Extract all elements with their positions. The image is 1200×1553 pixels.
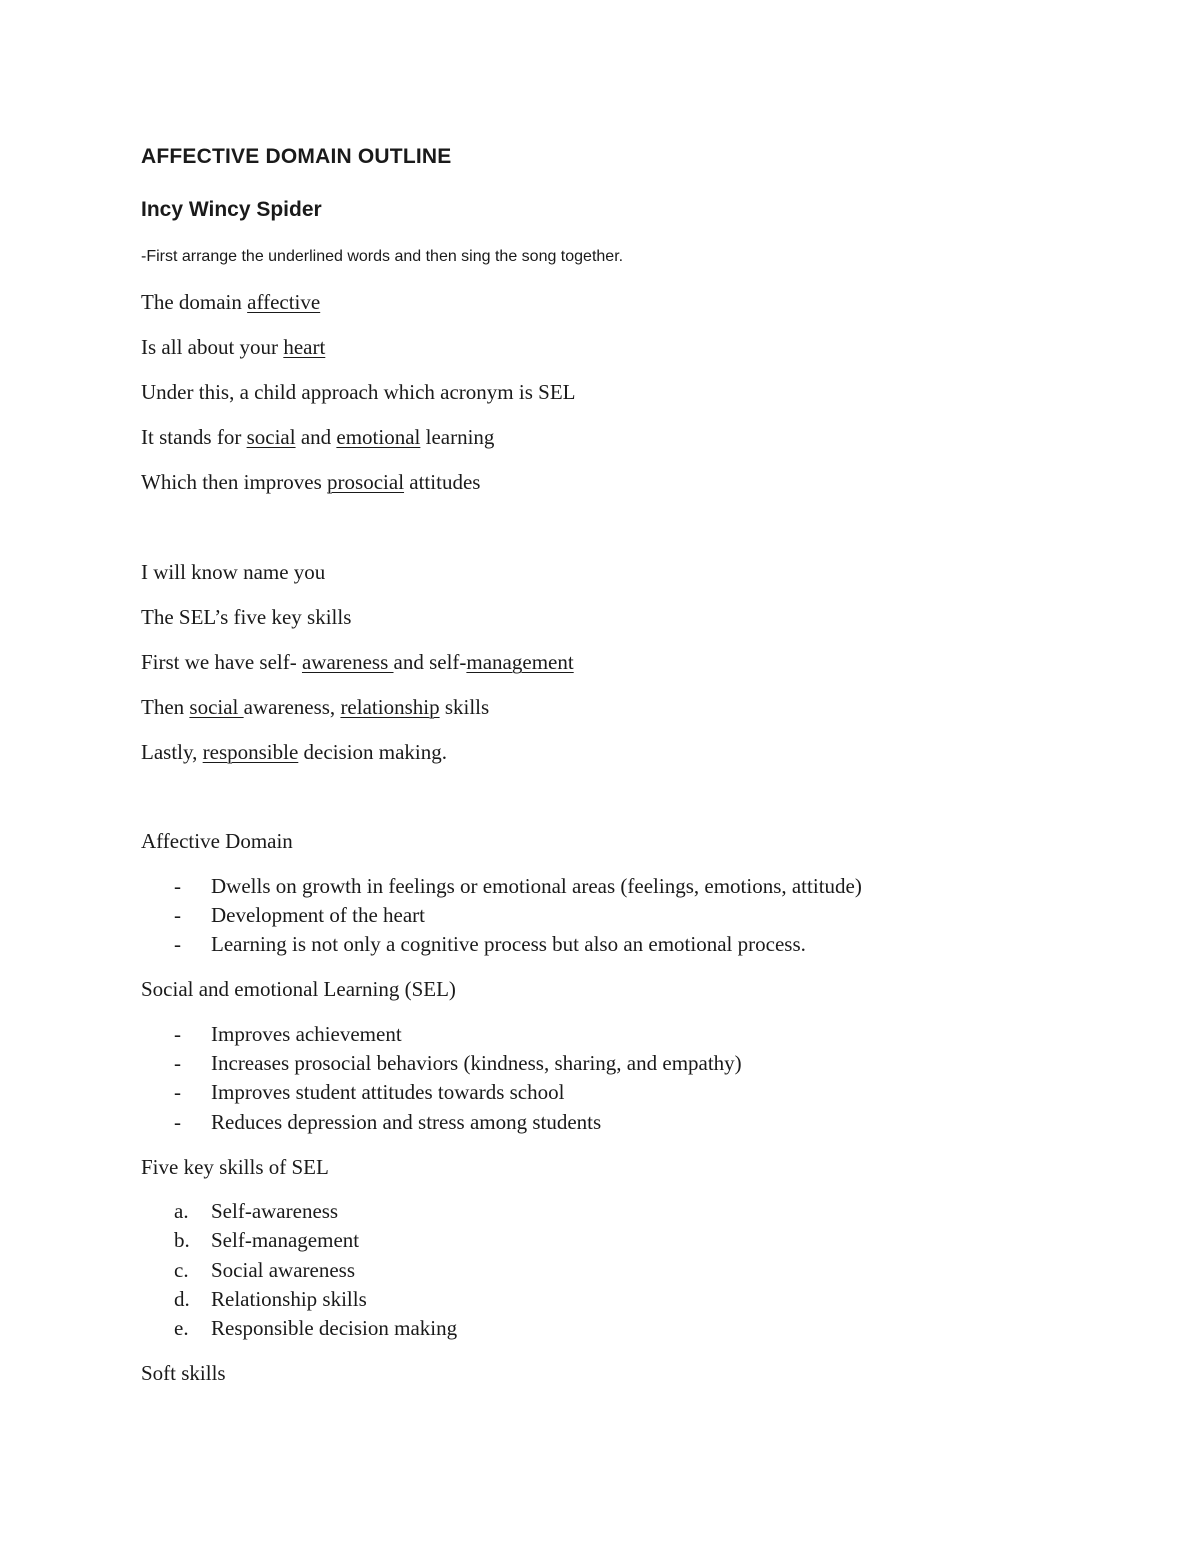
bullet-marker: - (174, 903, 181, 927)
list-item: Development of the heart (211, 903, 425, 927)
lyric-text: Under this, a child approach which acronym is SEL (141, 380, 576, 404)
affective-domain-heading: Affective Domain (141, 829, 293, 853)
lyric-text: First we have self- (141, 650, 302, 674)
underlined-word: emotional (336, 425, 421, 449)
underlined-word: social (189, 695, 244, 719)
lyric-text: It stands for (141, 425, 247, 449)
underlined-word: responsible (202, 740, 299, 764)
soft-skills-heading: Soft skills (141, 1361, 226, 1385)
lyric-text: learning (420, 425, 495, 449)
list-item: Dwells on growth in feelings or emotional areas (feelings, emotions, attitude) (211, 874, 862, 898)
verse-one-line (141, 335, 325, 360)
five-skills-heading: Five key skills of SEL (141, 1155, 329, 1179)
lyric-text: skills (439, 695, 490, 719)
list-item: Reduces depression and stress among students (211, 1110, 602, 1134)
underlined-word: relationship (340, 695, 440, 719)
verse-two-line (141, 695, 489, 720)
underlined-word: prosocial (327, 470, 405, 494)
list-marker: c. (174, 1258, 189, 1282)
bullet-marker: - (174, 1110, 181, 1134)
list-marker: a. (174, 1199, 189, 1223)
verse-one-line (141, 380, 575, 405)
lyric-text: Is all about your (141, 335, 284, 359)
underlined-word: awareness (301, 650, 394, 674)
bullet-marker: - (174, 1051, 181, 1075)
list-item: Self-management (211, 1228, 360, 1252)
underlined-word: heart (283, 335, 326, 359)
list-item: Self-awareness (211, 1199, 339, 1223)
list-item: Increases prosocial behaviors (kindness, sharing, and empathy) (211, 1051, 742, 1075)
lyric-text: I will know name you (141, 560, 326, 584)
list-item: Improves achievement (211, 1022, 402, 1046)
lyric-text: Lastly, (141, 740, 203, 764)
verse-one-line (141, 290, 320, 315)
verse-two-line (141, 560, 325, 585)
list-item: Responsible decision making (211, 1316, 458, 1340)
lyric-text: Which then improves (141, 470, 328, 494)
lyric-text: and self- (393, 650, 467, 674)
bullet-marker: - (174, 1022, 181, 1046)
verse-two-line (141, 605, 351, 630)
document-title: AFFECTIVE DOMAIN OUTLINE (141, 145, 452, 168)
song-title: Incy Wincy Spider (141, 198, 322, 221)
lyric-text: decision making. (298, 740, 448, 764)
underlined-word: social (246, 425, 296, 449)
lyric-text: attitudes (404, 470, 481, 494)
bullet-marker: - (174, 874, 181, 898)
list-item: Relationship skills (211, 1287, 367, 1311)
lyric-text: The SEL’s five key skills (141, 605, 352, 629)
verse-two-line (141, 740, 447, 765)
underlined-word: management (466, 650, 574, 674)
bullet-marker: - (174, 1080, 181, 1104)
instruction-text: -First arrange the underlined words and then sing the song together. (141, 248, 624, 265)
list-marker: e. (174, 1316, 189, 1340)
list-marker: b. (174, 1228, 190, 1252)
lyric-text: The domain (141, 290, 248, 314)
list-item: Learning is not only a cognitive process but also an emotional process. (211, 932, 806, 956)
underlined-word: affective (247, 290, 321, 314)
lyric-text: Then (141, 695, 190, 719)
list-marker: d. (174, 1287, 190, 1311)
verse-two-line (141, 650, 574, 675)
bullet-marker: - (174, 932, 181, 956)
list-item: Improves student attitudes towards school (211, 1080, 565, 1104)
list-item: Social awareness (211, 1258, 356, 1282)
lyric-text: awareness, (243, 695, 341, 719)
lyric-text: and (295, 425, 337, 449)
verse-one-line (141, 470, 480, 495)
sel-heading: Social and emotional Learning (SEL) (141, 977, 456, 1001)
verse-one-line (141, 425, 494, 450)
